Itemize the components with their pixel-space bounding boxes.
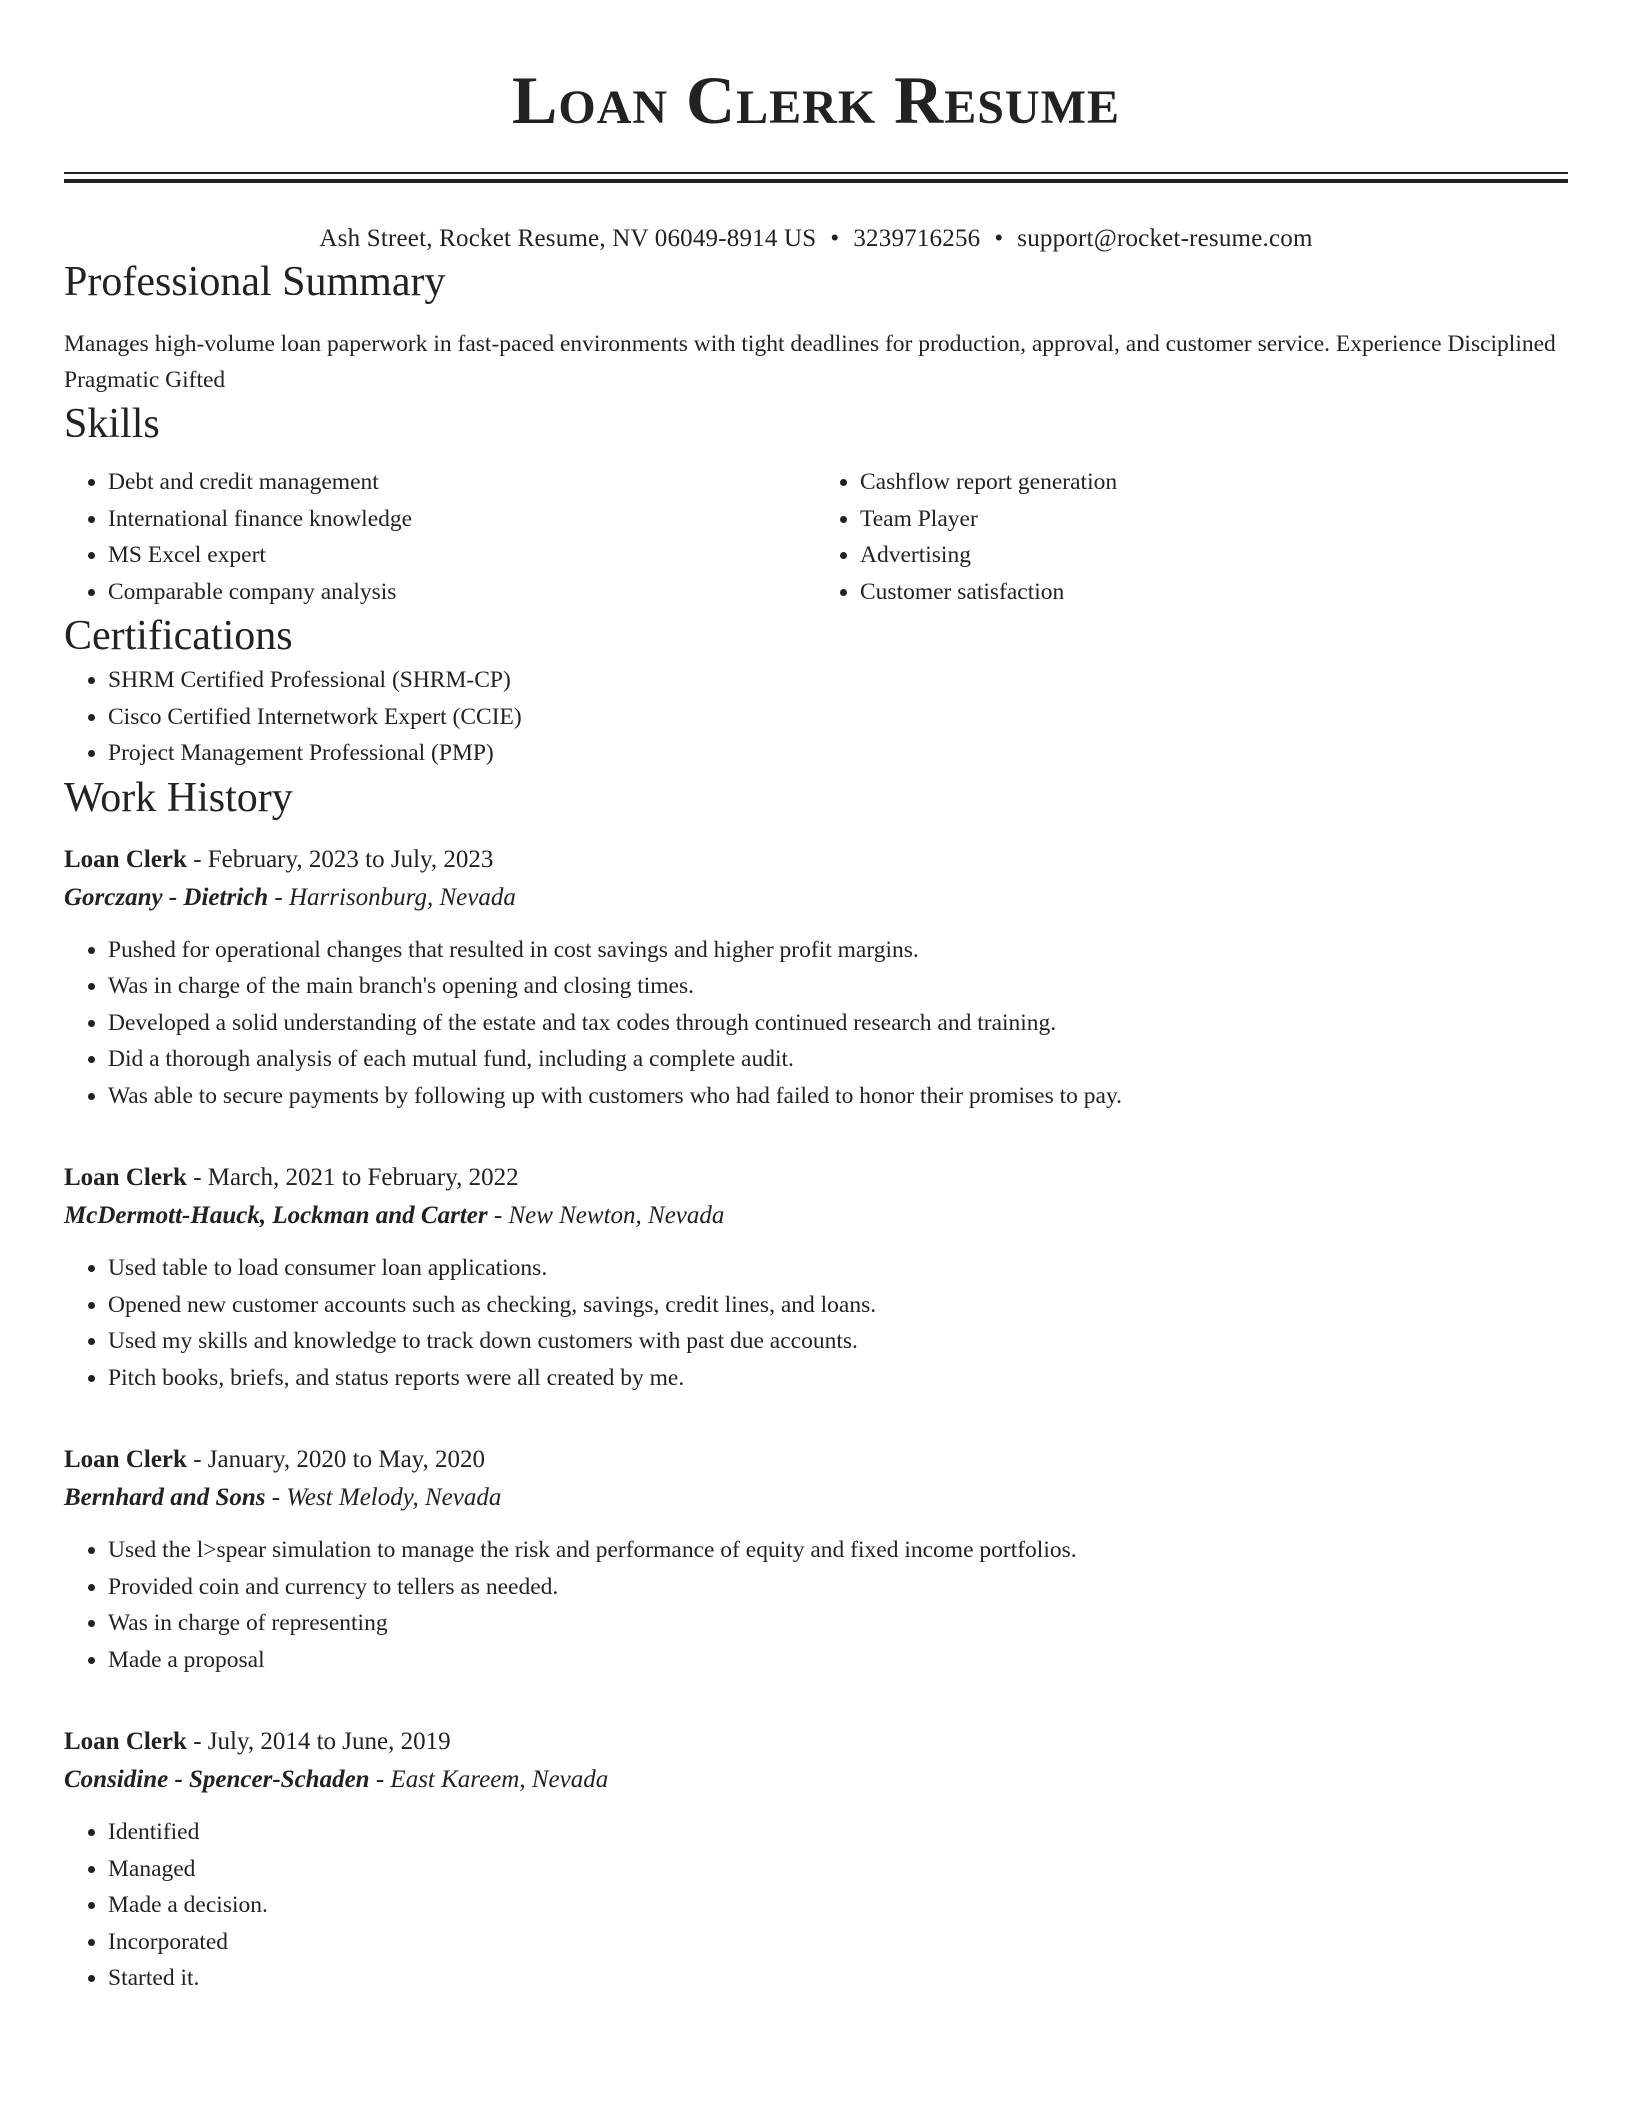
job-duty: • Pitch books, briefs, and status reports were all created by me. [108, 1360, 1568, 1397]
job-duty: • Did a thorough analysis of each mutual fund, including a complete audit. [108, 1041, 1568, 1078]
job-location: West Melody, Nevada [286, 1484, 502, 1511]
skill-item: • International finance knowledge [108, 501, 816, 538]
job-company: McDermott-Hauck, Lockman and Carter [64, 1202, 488, 1229]
job-separator: - [186, 1728, 208, 1755]
job-company: Bernhard and Sons [64, 1484, 266, 1511]
job-company-line [64, 878, 1568, 918]
summary-heading: Professional Summary [64, 259, 446, 305]
job-location: Harrisonburg, Nevada [288, 883, 516, 911]
job-location: East Kareem, Nevada [390, 1766, 609, 1793]
job-duty: • Started it. [108, 1960, 1568, 1997]
job-duties-list [64, 1532, 1568, 1678]
job-dates: March, 2021 to February, 2022 [207, 1164, 519, 1191]
job-duty: • Developed a solid understanding of the estate and tax codes through continued research and training. [108, 1005, 1568, 1042]
job-separator: - [265, 1484, 287, 1511]
certifications-heading: Certifications [64, 613, 293, 659]
job-location: New Newton, Nevada [508, 1202, 725, 1229]
summary-text: Manages high-volume loan paperwork in fast-paced environments with tight deadlines for production, approval, and customer service. Experience Disciplined Pragmatic Gifted [64, 331, 1556, 393]
contact-address: Ash Street, Rocket Resume, NV 06049-8914 US [319, 225, 817, 252]
skill-item: • Comparable company analysis [108, 574, 816, 611]
skill-item: • Advertising [860, 537, 1568, 574]
contact-email: support@rocket-resume.com [1017, 225, 1313, 252]
job-duty: • Was in charge of representing [108, 1605, 1568, 1642]
job-title-line [64, 842, 1568, 878]
certifications-list [64, 662, 1568, 772]
job-role: Loan Clerk [64, 1728, 187, 1755]
job-duty: • Incorporated [108, 1924, 1568, 1961]
job-duty: • Pushed for operational changes that resulted in cost savings and higher profit margins. [108, 932, 1568, 969]
job-separator: - [487, 1202, 509, 1229]
skills-heading: Skills [64, 401, 160, 447]
work-history-heading: Work History [64, 774, 293, 821]
job-duty: • Provided coin and currency to tellers as needed. [108, 1569, 1568, 1606]
job-title-line [64, 1160, 1568, 1196]
job-duty: • Made a decision. [108, 1887, 1568, 1924]
job-duty: • Opened new customer accounts such as checking, savings, credit lines, and loans. [108, 1287, 1568, 1324]
certification-item: • Project Management Professional (PMP) [108, 735, 1568, 772]
job-company: Gorczany - Dietrich [64, 883, 269, 911]
job-dates: January, 2020 to May, 2020 [207, 1446, 486, 1473]
job-separator: - [186, 845, 208, 873]
job-company-line [64, 1760, 1568, 1800]
job-duty: • Used the l>spear simulation to manage the risk and performance of equity and fixed income portfolios. [108, 1532, 1568, 1569]
title-divider [64, 172, 1568, 183]
job-duty: • Identified [108, 1814, 1568, 1851]
contact-phone: 3239716256 [853, 225, 981, 252]
contact-line [64, 222, 1568, 256]
skill-item: • Team Player [860, 501, 1568, 538]
job-company-line [64, 1196, 1568, 1236]
job-role: Loan Clerk [64, 1446, 187, 1473]
job-role: Loan Clerk [64, 845, 187, 873]
skills-columns [64, 464, 1568, 610]
job-dates: July, 2014 to June, 2019 [207, 1728, 451, 1755]
skills-list-right [816, 464, 1568, 610]
skill-item: • Customer satisfaction [860, 574, 1568, 611]
job-title-line [64, 1442, 1568, 1478]
job-separator: - [186, 1164, 208, 1191]
contact-separator: • [830, 225, 840, 252]
skill-item: • Cashflow report generation [860, 464, 1568, 501]
certification-item: • Cisco Certified Internetwork Expert (CCIE) [108, 699, 1568, 736]
job-separator: - [268, 883, 289, 911]
job-role: Loan Clerk [64, 1164, 187, 1191]
skill-item: • Debt and credit management [108, 464, 816, 501]
job-company: Considine - Spencer-Schaden [64, 1766, 370, 1793]
contact-separator: • [994, 225, 1004, 252]
job-duty: • Made a proposal [108, 1642, 1568, 1679]
job-entry [64, 1442, 1568, 1678]
job-duties-list [64, 932, 1568, 1115]
job-entry [64, 1160, 1568, 1396]
job-separator: - [369, 1766, 391, 1793]
job-title-line [64, 1724, 1568, 1760]
job-entry [64, 842, 1568, 1115]
job-duty: • Used my skills and knowledge to track down customers with past due accounts. [108, 1323, 1568, 1360]
job-duty: • Managed [108, 1851, 1568, 1888]
job-separator: - [186, 1446, 208, 1473]
job-duties-list [64, 1250, 1568, 1396]
job-duty: • Was able to secure payments by following up with customers who had failed to honor their promises to pay. [108, 1078, 1568, 1115]
job-duties-list [64, 1814, 1568, 1997]
job-duty: • Used table to load consumer loan applications. [108, 1250, 1568, 1287]
job-entry [64, 1724, 1568, 1997]
job-duty: • Was in charge of the main branch's opening and closing times. [108, 968, 1568, 1005]
skills-list-left [64, 464, 816, 610]
resume-title: Loan Clerk Resume [512, 62, 1120, 138]
certification-item: • SHRM Certified Professional (SHRM-CP) [108, 662, 1568, 699]
job-company-line [64, 1478, 1568, 1518]
job-dates: February, 2023 to July, 2023 [207, 845, 494, 873]
skill-item: • MS Excel expert [108, 537, 816, 574]
